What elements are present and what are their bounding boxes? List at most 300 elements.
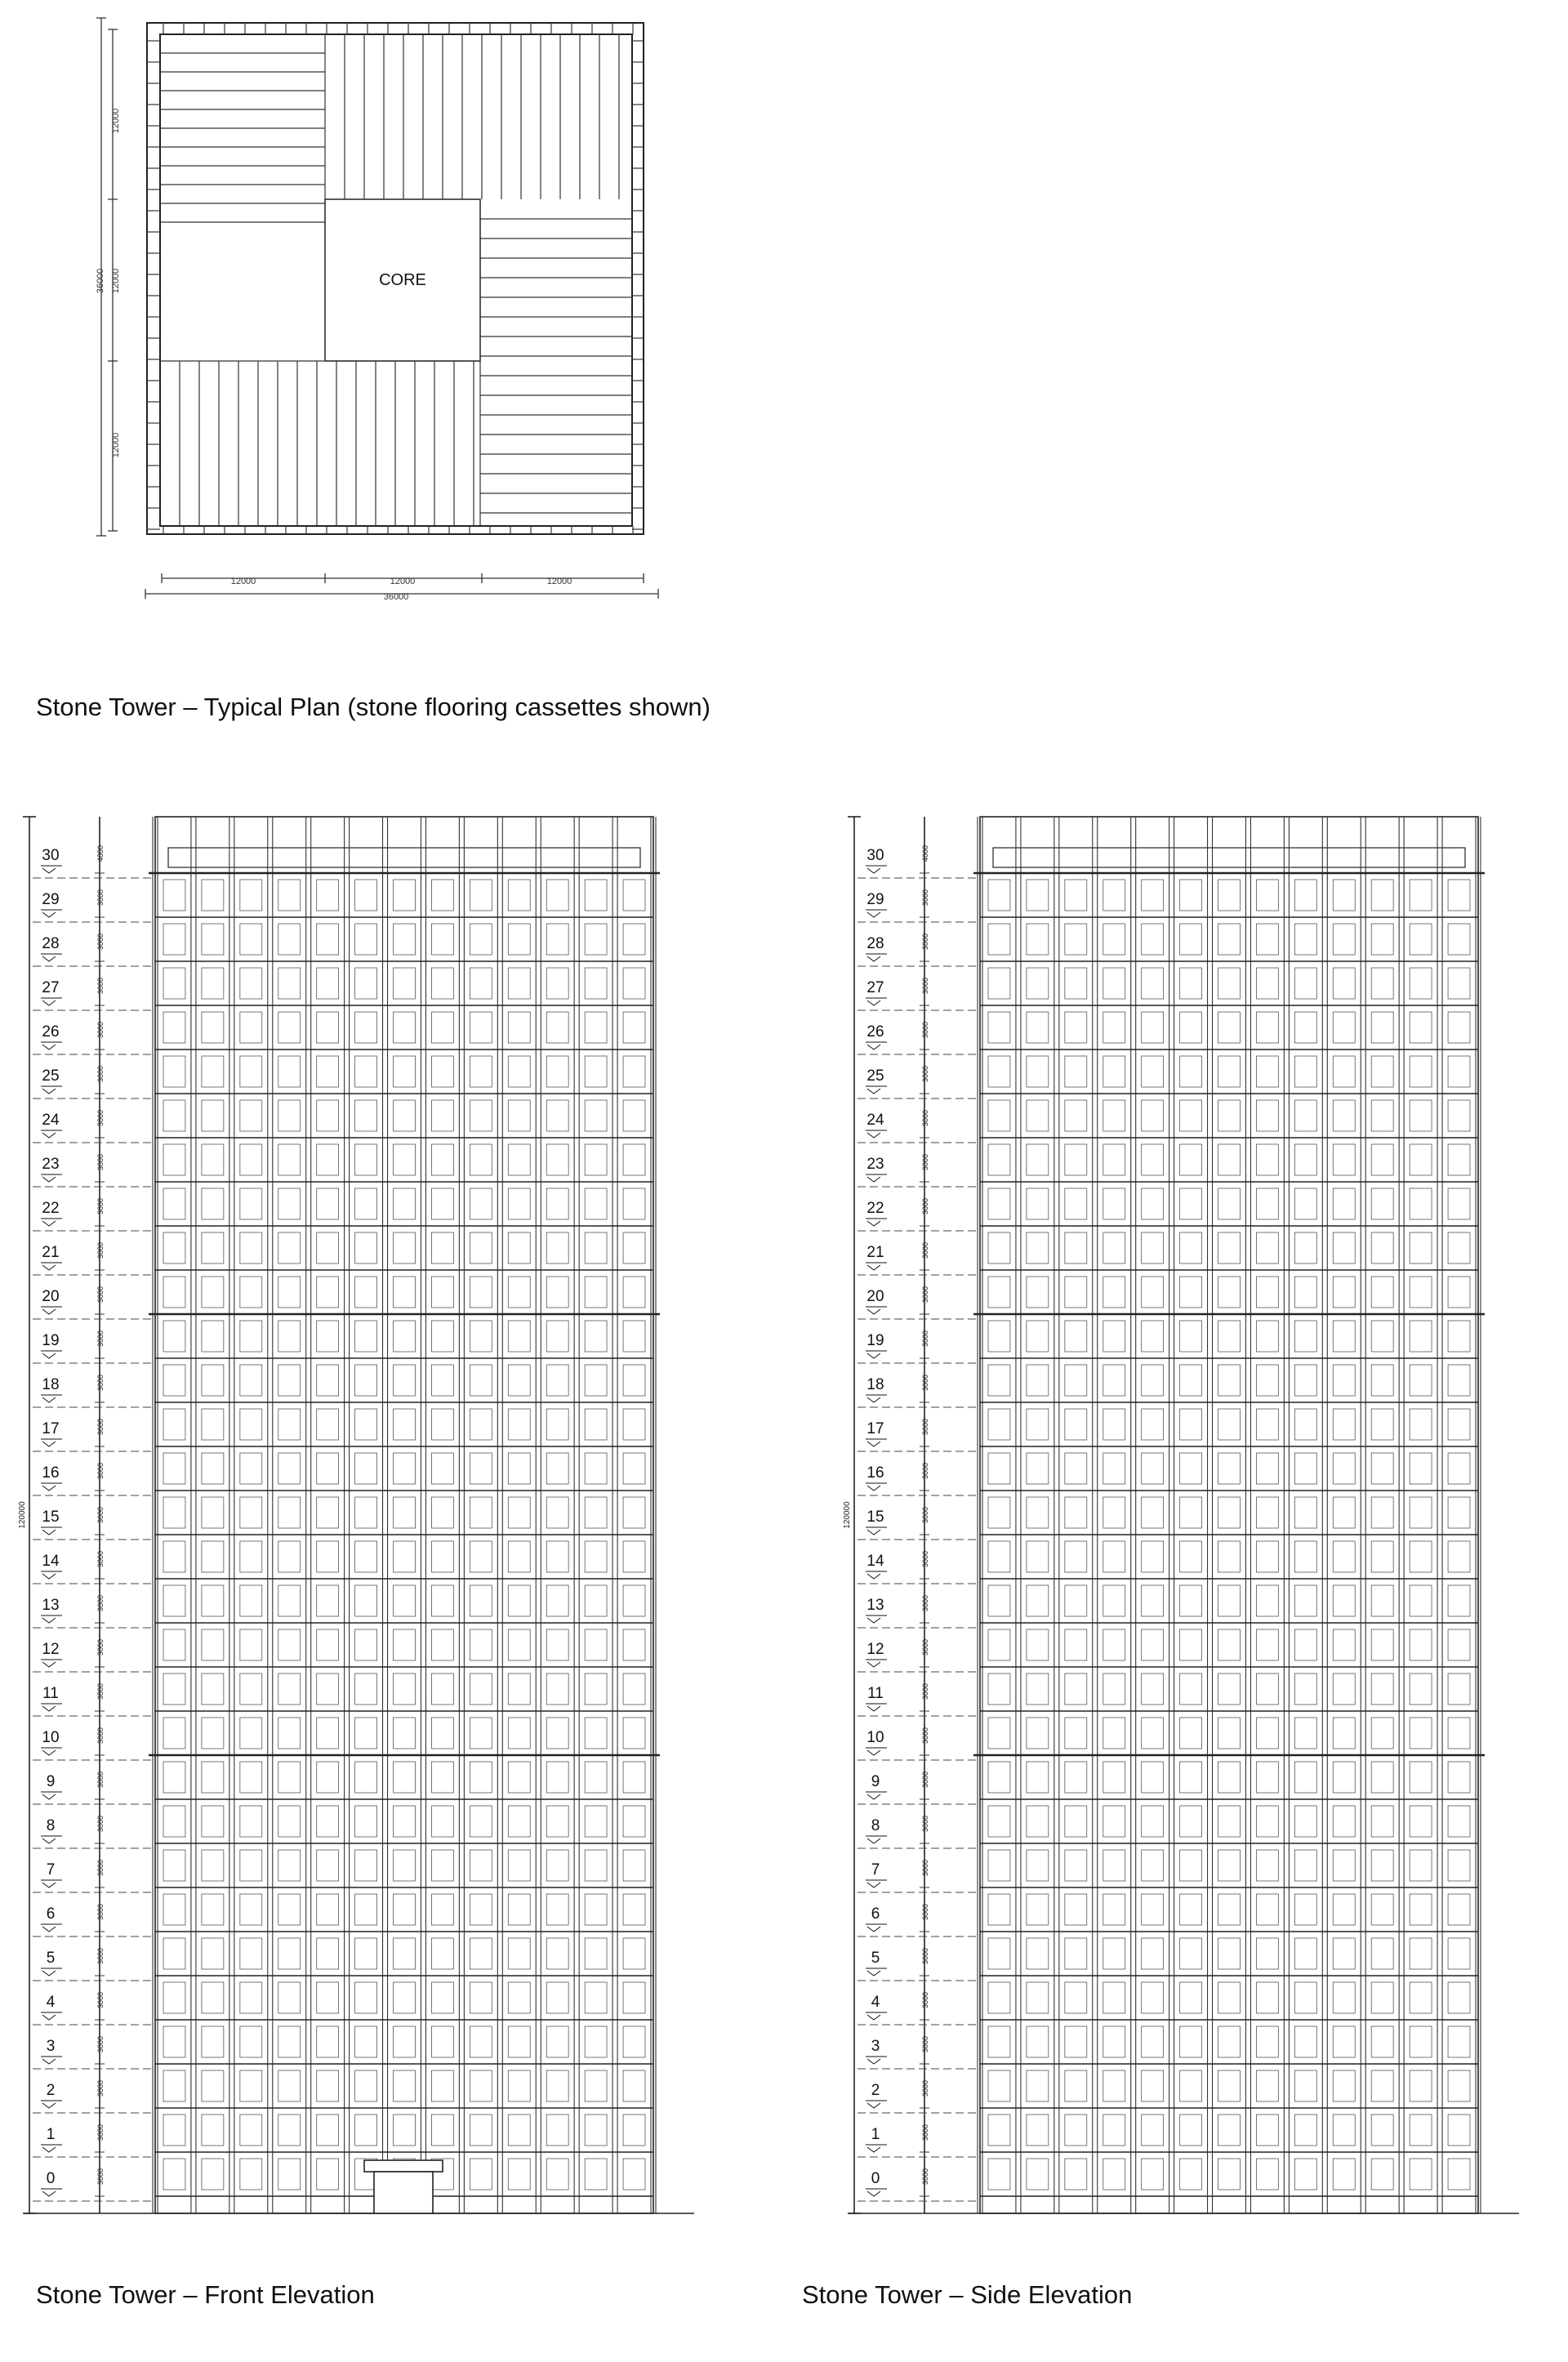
facade-panel (1448, 880, 1470, 911)
storey-height-label: 3000 (96, 1638, 105, 1656)
facade-panel (278, 924, 301, 955)
facade-panel (240, 1894, 262, 1925)
facade-panel (1410, 924, 1432, 955)
facade-panel (508, 1541, 530, 1572)
facade-panel (988, 1938, 1010, 1969)
facade-panel (431, 1144, 453, 1175)
facade-panel (1448, 1629, 1470, 1660)
facade-panel (1333, 2070, 1355, 2101)
facade-panel (508, 1894, 530, 1925)
level-marker-icon (42, 1045, 56, 1050)
facade-panel (355, 1365, 377, 1396)
facade-panel (1103, 2026, 1125, 2057)
facade-panel (394, 1365, 416, 1396)
facade-panel (1256, 1938, 1278, 1969)
facade-panel (1333, 924, 1355, 955)
facade-panel (1448, 1673, 1470, 1705)
facade-panel (1410, 1629, 1432, 1660)
floor-level-label: 8 (46, 1817, 56, 1834)
facade-panel (1256, 1453, 1278, 1484)
facade-panel (1371, 1718, 1393, 1749)
facade-panel (1294, 1497, 1316, 1528)
floor-level-label: 9 (871, 1773, 880, 1790)
facade-panel (240, 1188, 262, 1219)
storey-height-label: 3000 (921, 1021, 929, 1039)
facade-panel (240, 2159, 262, 2190)
facade-panel (1218, 1100, 1241, 1131)
facade-panel (1218, 880, 1241, 911)
facade-panel (431, 1100, 453, 1131)
facade-panel (470, 924, 492, 955)
facade-panel (470, 1144, 492, 1175)
storey-height-label: 3000 (96, 2079, 105, 2097)
level-marker-icon (42, 1662, 56, 1667)
facade-panel (1448, 1541, 1470, 1572)
facade-panel (202, 1277, 224, 1308)
facade-panel (623, 1188, 645, 1219)
facade-panel (1294, 1629, 1316, 1660)
facade-panel (1180, 1673, 1202, 1705)
level-marker-icon (42, 1530, 56, 1535)
level-marker-icon (42, 956, 56, 961)
facade-panel (1448, 2070, 1470, 2101)
facade-panel (317, 1232, 339, 1263)
facade-panel (1333, 1321, 1355, 1352)
facade-panel (1410, 1982, 1432, 2013)
facade-panel (623, 1585, 645, 1616)
facade-panel (1142, 1232, 1164, 1263)
facade-panel (1448, 1585, 1470, 1616)
facade-panel (1065, 1718, 1087, 1749)
facade-panel (355, 968, 377, 999)
facade-panel (988, 1365, 1010, 1396)
facade-panel (278, 1100, 301, 1131)
front-elevation-caption: Stone Tower – Front Elevation (36, 2280, 375, 2309)
floor-level-label: 0 (46, 2170, 56, 2187)
storey-height-label: 3000 (96, 933, 105, 951)
facade-panel (508, 1718, 530, 1749)
facade-panel (1410, 1894, 1432, 1925)
facade-panel (546, 1762, 568, 1793)
facade-panel (394, 1585, 416, 1616)
facade-panel (585, 2070, 607, 2101)
facade-panel (355, 1673, 377, 1705)
facade-panel (1410, 1541, 1432, 1572)
level-marker-icon (867, 1309, 880, 1314)
facade-panel (1410, 2026, 1432, 2057)
floor-level-label: 17 (866, 1420, 884, 1437)
facade-panel (394, 1982, 416, 2013)
facade-panel (1448, 1277, 1470, 1308)
facade-panel (470, 1232, 492, 1263)
facade-panel (1410, 1938, 1432, 1969)
facade-panel (1371, 2115, 1393, 2146)
floor-level-label: 23 (42, 1156, 60, 1173)
facade-panel (1294, 1541, 1316, 1572)
facade-panel (508, 1100, 530, 1131)
facade-panel (1256, 880, 1278, 911)
facade-panel (1142, 1673, 1164, 1705)
facade-panel (394, 1938, 416, 1969)
facade-panel (1410, 1585, 1432, 1616)
facade-panel (1103, 1629, 1125, 1660)
facade-panel (431, 880, 453, 911)
storey-height-label: 3000 (921, 1903, 929, 1921)
facade-panel (1256, 1718, 1278, 1749)
facade-panel (1256, 1232, 1278, 1263)
facade-panel (546, 1673, 568, 1705)
facade-panel (240, 968, 262, 999)
storey-height-label: 3000 (96, 977, 105, 995)
facade-panel (585, 1277, 607, 1308)
facade-panel (1256, 1673, 1278, 1705)
facade-panel (394, 1321, 416, 1352)
facade-panel (1333, 1232, 1355, 1263)
facade-panel (585, 1541, 607, 1572)
floor-level-label: 27 (866, 979, 884, 996)
facade-panel (1065, 1894, 1087, 1925)
storey-height-label: 3000 (96, 2168, 105, 2186)
facade-panel (1410, 2115, 1432, 2146)
floor-level-label: 14 (42, 1553, 60, 1570)
facade-panel (202, 1012, 224, 1043)
facade-panel (202, 1718, 224, 1749)
entrance-canopy (364, 2160, 443, 2172)
facade-panel (1218, 1497, 1241, 1528)
facade-panel (431, 1938, 453, 1969)
facade-panel (1333, 968, 1355, 999)
storey-height-label: 3000 (96, 1771, 105, 1789)
storey-height-label: 3000 (96, 1418, 105, 1436)
facade-panel (1180, 1365, 1202, 1396)
facade-panel (1410, 1056, 1432, 1087)
facade-panel (278, 1894, 301, 1925)
facade-panel (988, 1232, 1010, 1263)
facade-panel (317, 924, 339, 955)
facade-panel (508, 1012, 530, 1043)
facade-panel (585, 1718, 607, 1749)
facade-panel (1218, 1409, 1241, 1440)
floor-level-label: 19 (42, 1332, 60, 1349)
facade-panel (1333, 1762, 1355, 1793)
facade-panel (1256, 1541, 1278, 1572)
facade-panel (278, 1718, 301, 1749)
facade-panel (202, 1629, 224, 1660)
facade-panel (355, 1188, 377, 1219)
facade-panel (1333, 1497, 1355, 1528)
facade-panel (240, 1056, 262, 1087)
facade-panel (508, 1277, 530, 1308)
facade-panel (1218, 1585, 1241, 1616)
level-marker-icon (867, 1662, 880, 1667)
level-marker-icon (867, 2059, 880, 2064)
storey-height-label: 4000 (96, 845, 105, 862)
level-marker-icon (867, 956, 880, 961)
facade-panel (546, 1718, 568, 1749)
facade-panel (1065, 1497, 1087, 1528)
facade-panel (1410, 880, 1432, 911)
facade-panel (240, 924, 262, 955)
facade-panel (1180, 1497, 1202, 1528)
facade-panel (394, 1012, 416, 1043)
facade-panel (240, 1673, 262, 1705)
facade-panel (1294, 2026, 1316, 2057)
facade-panel (623, 2026, 645, 2057)
roof-parapet (993, 848, 1465, 867)
facade-panel (355, 1100, 377, 1131)
facade-panel (1142, 1188, 1164, 1219)
facade-panel (1448, 1806, 1470, 1837)
level-marker-icon (867, 1001, 880, 1005)
facade-panel (317, 2115, 339, 2146)
facade-panel (163, 2115, 185, 2146)
floor-level-label: 26 (866, 1023, 884, 1041)
facade-panel (988, 968, 1010, 999)
facade-panel (1410, 1012, 1432, 1043)
storey-height-label: 3000 (96, 1594, 105, 1612)
facade-panel (585, 1938, 607, 1969)
facade-panel (1256, 1188, 1278, 1219)
facade-panel (988, 880, 1010, 911)
facade-panel (163, 1277, 185, 1308)
facade-panel (278, 968, 301, 999)
facade-panel (1142, 1277, 1164, 1308)
facade-panel (1103, 1673, 1125, 1705)
storey-height-label: 3000 (96, 1462, 105, 1480)
facade-panel (1448, 1982, 1470, 2013)
facade-panel (1180, 1806, 1202, 1837)
facade-panel (546, 2070, 568, 2101)
storey-height-label: 3000 (921, 1065, 929, 1083)
facade-panel (394, 1718, 416, 1749)
facade-panel (508, 1188, 530, 1219)
facade-panel (623, 1718, 645, 1749)
facade-panel (1142, 1585, 1164, 1616)
facade-panel (546, 1585, 568, 1616)
level-marker-icon (42, 1442, 56, 1446)
floor-level-label: 18 (866, 1376, 884, 1393)
facade-panel (317, 1938, 339, 1969)
typical-plan-drawing (0, 0, 768, 686)
facade-panel (1333, 2115, 1355, 2146)
facade-panel (1218, 1718, 1241, 1749)
facade-panel (431, 1982, 453, 2013)
storey-height-label: 3000 (96, 1550, 105, 1568)
facade-panel (1333, 1541, 1355, 1572)
facade-panel (1180, 2026, 1202, 2057)
facade-panel (470, 1497, 492, 1528)
facade-panel (1180, 1012, 1202, 1043)
facade-panel (1103, 1894, 1125, 1925)
facade-panel (623, 2115, 645, 2146)
facade-panel (1027, 1673, 1049, 1705)
facade-panel (317, 2159, 339, 2190)
level-marker-icon (867, 1706, 880, 1711)
floor-level-label: 13 (42, 1597, 60, 1614)
facade-panel (202, 1806, 224, 1837)
facade-panel (317, 1188, 339, 1219)
facade-panel (355, 1277, 377, 1308)
facade-panel (355, 880, 377, 911)
facade-panel (546, 1409, 568, 1440)
facade-panel (1180, 1453, 1202, 1484)
facade-panel (1065, 1806, 1087, 1837)
facade-panel (1027, 1938, 1049, 1969)
facade-panel (988, 2159, 1010, 2190)
facade-panel (1448, 2159, 1470, 2190)
facade-panel (1142, 1982, 1164, 2013)
level-marker-icon (867, 2191, 880, 2196)
facade-panel (988, 1453, 1010, 1484)
level-marker-icon (42, 912, 56, 917)
facade-panel (1410, 1232, 1432, 1263)
facade-panel (163, 1541, 185, 1572)
facade-panel (508, 1629, 530, 1660)
facade-panel (1180, 1100, 1202, 1131)
facade-panel (1065, 1365, 1087, 1396)
floor-level-label: 29 (866, 891, 884, 908)
facade-panel (1218, 1541, 1241, 1572)
level-marker-icon (867, 1927, 880, 1932)
facade-panel (1142, 1894, 1164, 1925)
facade-panel (394, 2026, 416, 2057)
facade-panel (317, 1762, 339, 1793)
facade-panel (623, 2159, 645, 2190)
floor-level-label: 11 (42, 1685, 59, 1702)
facade-panel (278, 1585, 301, 1616)
facade-panel (1256, 1497, 1278, 1528)
facade-panel (278, 1277, 301, 1308)
facade-panel (1180, 1144, 1202, 1175)
facade-panel (278, 2026, 301, 2057)
facade-panel (508, 968, 530, 999)
facade-panel (585, 1806, 607, 1837)
facade-panel (278, 2115, 301, 2146)
facade-panel (1333, 2026, 1355, 2057)
storey-height-label: 3000 (921, 2124, 929, 2141)
facade-panel (546, 1894, 568, 1925)
facade-panel (163, 1453, 185, 1484)
facade-panel (1180, 880, 1202, 911)
facade-panel (1065, 2070, 1087, 2101)
facade-panel (1103, 1762, 1125, 1793)
storey-height-label: 3000 (921, 1594, 929, 1612)
facade-panel (278, 1806, 301, 1837)
facade-panel (1103, 880, 1125, 911)
facade-panel (508, 1497, 530, 1528)
facade-panel (240, 1938, 262, 1969)
facade-panel (623, 968, 645, 999)
facade-panel (1256, 1277, 1278, 1308)
facade-panel (508, 1409, 530, 1440)
facade-panel (623, 1806, 645, 1837)
building-outline (155, 817, 653, 2213)
facade-panel (1065, 924, 1087, 955)
facade-panel (623, 1541, 645, 1572)
facade-panel (1142, 1100, 1164, 1131)
facade-panel (1256, 1850, 1278, 1881)
storey-height-label: 3000 (921, 933, 929, 951)
facade-panel (988, 1982, 1010, 2013)
facade-panel (431, 924, 453, 955)
facade-panel (1218, 1056, 1241, 1087)
facade-panel (394, 1541, 416, 1572)
storey-height-label: 3000 (921, 1991, 929, 2009)
facade-panel (1294, 1144, 1316, 1175)
floor-level-label: 12 (42, 1641, 60, 1658)
facade-panel (278, 1982, 301, 2013)
facade-panel (163, 1673, 185, 1705)
facade-panel (988, 1277, 1010, 1308)
facade-panel (1371, 1629, 1393, 1660)
facade-panel (355, 1938, 377, 1969)
facade-panel (1256, 1056, 1278, 1087)
storey-height-label: 3000 (96, 2124, 105, 2141)
side-elevation-caption: Stone Tower – Side Elevation (802, 2280, 1133, 2309)
floor-level-label: 3 (871, 2038, 880, 2055)
facade-panel (1103, 1100, 1125, 1131)
facade-panel (1294, 1277, 1316, 1308)
facade-panel (508, 924, 530, 955)
level-marker-icon (867, 2147, 880, 2152)
level-marker-icon (867, 912, 880, 917)
facade-panel (355, 2026, 377, 2057)
floor-level-label: 16 (42, 1464, 60, 1482)
facade-panel (431, 1541, 453, 1572)
facade-panel (546, 1056, 568, 1087)
dim-horizontal-2: 12000 (390, 577, 416, 586)
facade-panel (394, 1409, 416, 1440)
facade-panel (1410, 1277, 1432, 1308)
facade-panel (317, 1144, 339, 1175)
facade-panel (278, 2159, 301, 2190)
facade-panel (1448, 1188, 1470, 1219)
facade-panel (1142, 1850, 1164, 1881)
level-marker-icon (867, 1353, 880, 1358)
facade-panel (508, 1453, 530, 1484)
facade-panel (394, 1453, 416, 1484)
level-marker-icon (42, 868, 56, 873)
facade-panel (546, 1144, 568, 1175)
facade-panel (1256, 1012, 1278, 1043)
facade-panel (1103, 1144, 1125, 1175)
facade-panel (1294, 1232, 1316, 1263)
floor-level-label: 0 (871, 2170, 880, 2187)
facade-panel (317, 1850, 339, 1881)
facade-panel (623, 2070, 645, 2101)
facade-panel (394, 2070, 416, 2101)
facade-panel (317, 1894, 339, 1925)
plan-caption: Stone Tower – Typical Plan (stone flooring cassettes shown) (36, 693, 710, 721)
facade-panel (508, 1762, 530, 1793)
floor-level-label: 21 (866, 1244, 884, 1261)
dim-horizontal-total: 36000 (383, 592, 409, 602)
floor-level-label: 25 (866, 1067, 884, 1085)
facade-panel (1027, 924, 1049, 955)
storey-height-label: 3000 (921, 1947, 929, 1965)
facade-panel (470, 2159, 492, 2190)
facade-panel (240, 2115, 262, 2146)
facade-panel (1333, 1673, 1355, 1705)
level-marker-icon (42, 1618, 56, 1623)
facade-panel (1410, 1100, 1432, 1131)
facade-panel (1294, 880, 1316, 911)
floor-level-label: 2 (46, 2082, 56, 2099)
storey-height-label: 3000 (96, 1021, 105, 1039)
facade-panel (163, 1188, 185, 1219)
storey-height-label: 3000 (96, 1241, 105, 1259)
facade-panel (1027, 1453, 1049, 1484)
